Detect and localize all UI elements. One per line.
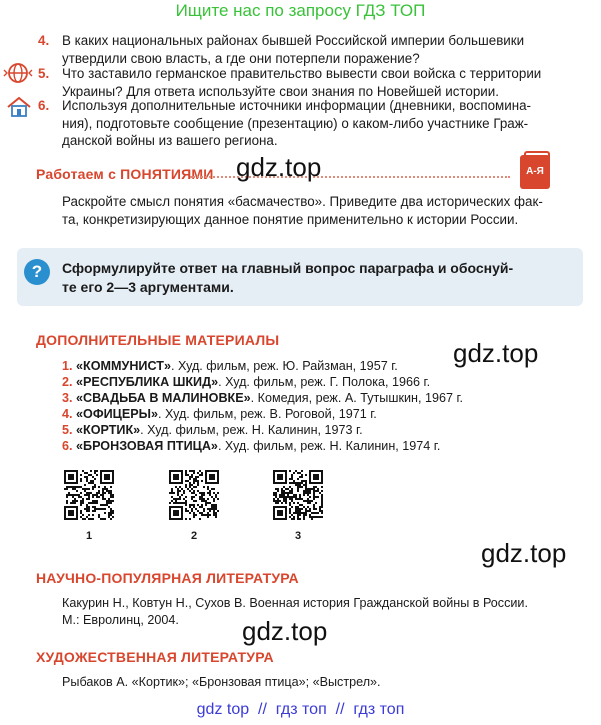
materials-title: ДОПОЛНИТЕЛЬНЫЕ МАТЕРИАЛЫ	[36, 332, 280, 348]
film-details: . Худ. фильм, реж. Ю. Райзман, 1957 г.	[170, 359, 398, 373]
question-line: ния), подготовьте сообщение (презентацию) о каком-либо участнике Граж-	[62, 115, 529, 131]
question-number: 6.	[38, 98, 50, 113]
watermark: gdz.top	[453, 338, 539, 368]
film-details: . Худ. фильм, реж. Н. Калинин, 1973 г.	[140, 423, 363, 437]
list-number: 6.	[62, 439, 73, 453]
question-icon: ?	[24, 259, 50, 285]
question-text	[62, 97, 582, 150]
question-text	[62, 65, 582, 100]
question-number: 5.	[38, 66, 50, 81]
film-title: «СВАДЬБА В МАЛИНОВКЕ»	[76, 391, 251, 405]
popular-title: НАУЧНО-ПОПУЛЯРНАЯ ЛИТЕРАТУРА	[36, 570, 299, 586]
film-title: «РЕСПУБЛИКА ШКИД»	[76, 375, 219, 389]
film-title: «ОФИЦЕРЫ»	[76, 407, 158, 421]
question-number: 4.	[38, 33, 50, 48]
list-item	[62, 359, 398, 374]
concepts-line: Раскройте смысл понятия «басмачество». Приведите два исторических фак-	[62, 194, 543, 209]
list-item	[62, 407, 377, 422]
list-item	[62, 391, 463, 406]
dictionary-label: А-Я	[526, 166, 544, 177]
film-details: . Худ. фильм, реж. Н. Калинин, 1974 г.	[217, 439, 441, 453]
concepts-line: та, конкретизирующих данное понятие применительно к истории России.	[62, 211, 519, 227]
list-number: 5.	[62, 423, 73, 437]
question-line: Украины? Для ответа используйте свои знания по Новейшей истории.	[62, 83, 499, 99]
list-number: 3.	[62, 391, 73, 405]
film-details: . Худ. фильм, реж. В. Роговой, 1971 г.	[157, 407, 377, 421]
literature-line: М.: Евролинц, 2004.	[62, 613, 179, 627]
concepts-text	[62, 193, 572, 228]
watermark: gdz.top	[236, 152, 322, 182]
film-details: . Комедия, реж. А. Тутышкин, 1967 г.	[250, 391, 464, 405]
film-details: . Худ. фильм, реж. Г. Полока, 1966 г.	[218, 375, 431, 389]
literature-line: Какурин Н., Ковтун Н., Сухов В. Военная история Гражданской войны в России.	[62, 596, 528, 610]
list-number: 2.	[62, 375, 73, 389]
qr-label: 1	[86, 530, 93, 542]
footer-banner: gdz top // гдз топ // гдз топ	[196, 701, 405, 718]
question-line: данской войны из вашего региона.	[62, 133, 278, 148]
watermark: gdz.top	[242, 616, 328, 646]
main-question-line: те его 2—3 аргументами.	[62, 279, 234, 295]
fiction-title: ХУДОЖЕСТВЕННАЯ ЛИТЕРАТУРА	[36, 649, 274, 665]
home-icon	[6, 96, 32, 118]
fiction-text	[62, 674, 381, 691]
main-question-text	[62, 259, 562, 297]
main-question-line: Сформулируйте ответ на главный вопрос параграфа и обоснуй-	[62, 260, 514, 276]
list-number: 1.	[62, 359, 73, 373]
qr-code-icon[interactable]	[64, 470, 114, 520]
film-title: «БРОНЗОВАЯ ПТИЦА»	[76, 439, 218, 453]
globe-icon	[3, 62, 33, 84]
list-item	[62, 375, 430, 390]
list-number: 4.	[62, 407, 73, 421]
watermark: gdz.top	[481, 538, 567, 568]
concepts-title: Работаем с ПОНЯТИЯМИ	[36, 166, 214, 182]
qr-label: 2	[191, 530, 198, 542]
question-line: В каких национальных районах бывшей Российской империи большевики	[62, 33, 525, 48]
dictionary-icon	[520, 155, 550, 189]
list-item	[62, 439, 440, 454]
film-title: «КОРТИК»	[76, 423, 141, 437]
list-item	[62, 423, 363, 438]
qr-code-icon[interactable]	[169, 470, 219, 520]
question-line: Что заставило германское правительство вывести свои войска с территории	[62, 66, 542, 81]
question-line: утвердили свою власть, а где они потерпели поражение?	[62, 50, 420, 66]
top-banner: Ищите нас по запросу ГДЗ ТОП	[175, 1, 426, 20]
question-line: Используя дополнительные источники информации (дневники, воспомина-	[62, 98, 532, 113]
qr-label: 3	[295, 530, 302, 542]
qr-code-icon[interactable]	[273, 470, 323, 520]
question-text	[62, 32, 582, 67]
literature-line: Рыбаков А. «Кортик»; «Бронзовая птица»; «Выстрел».	[62, 675, 381, 689]
film-title: «КОММУНИСТ»	[76, 359, 171, 373]
